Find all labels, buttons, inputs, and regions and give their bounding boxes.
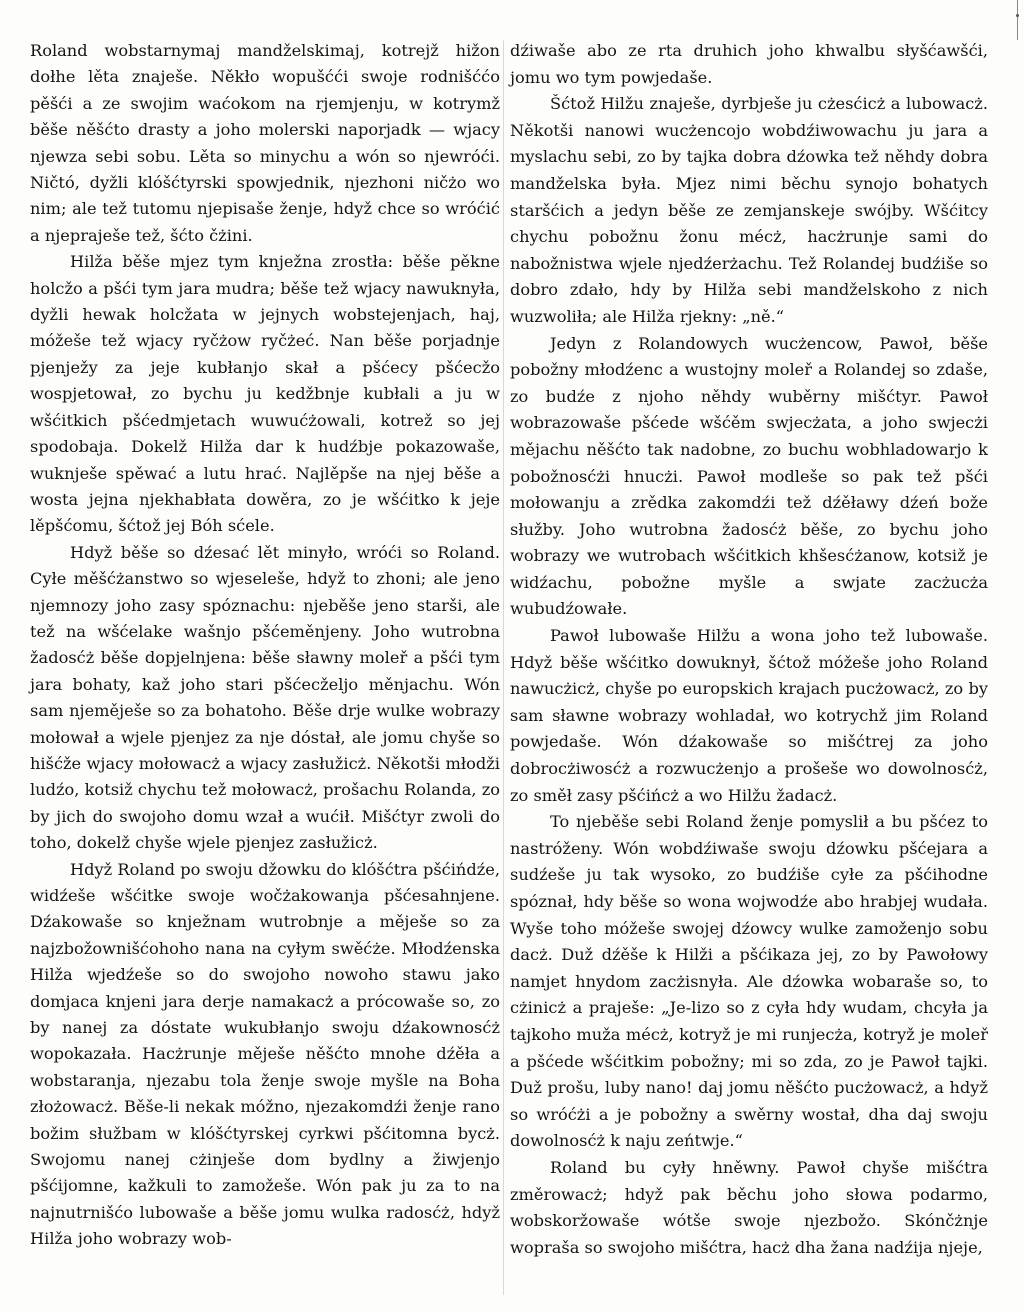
- paragraph-suitors: Šćtož Hilžu znaješe, dyrbješe ju cżesćicż a lubowacż. Někotši nanowi wucżencojo wobdźiwowachu ju jara a myslachu sebi, zo by tajka dobra dźowka tež něhdy dobra mandželska była. Mjez nimi běchu synojo bohatych staršćich a jedyn běše ze zemjanskeje swójby. Wšćitcy chychu pobožnu žonu mécż, hacżrunje sami do nabožnistwa wjele njedźerżachu. Tež Rolandej budźiše so dobro zdało, hdy by Hilža sebi mandželskoho z nich wuzwoliła; ale Hilža rjekny: „ně.“: [510, 94, 988, 326]
- paragraph-roland-departure: Roland wobstarnymaj mandželskimaj, kotrejž hižon dołhe lěta znaješe. Někło wopušćći swoje rodnišććo pěšći a ze swojim waćokom na rjemjenju, w kotrymž běše něšćto drasty a joho molerski naporjadk — wjacy njewza sebi sobu. Lěta so minychu a wón so njewróći. Ničtó, dyžli klóšćtyrski spowjednik, njezhoni ničżo wo nim; ale tež tutomu njepisaše ženje, hdyž chce so wróćić a njepraješe tež, šćto čżini.: [30, 41, 500, 245]
- left-text-column: [30, 38, 500, 1253]
- paragraph-hilza-grown: Hilža běše mjez tym knježna zrostła: běše pěkne holcžo a pšći tym jara mudra; běše tež wjacy nawuknyła, dyžli hewak holcžata w jejnych wobstejenjach, haj, móžeše tež wjacy ryčżow ryčżeć. Nan běše porjadnje pjenježy za jeje kubłanjo skał a pšćecy pšćecžo wospjetował, zo bychu ju kedžbnje kubłali a ju w wšćitkich pšćedmjetach wuwućżowali, kotrež so jej spodobaja. Dokelž Hilža dar k hudźbje pokazowaše, wuknješe spěwać a lutu hrać. Najlěpše na njej běše a wosta jejna njekhabłata dowěra, zo je wšćitko k jeje lěpšćomu, šćtož jej Bóh sćele.: [30, 252, 500, 536]
- right-text-column: [510, 38, 988, 1261]
- paragraph-continuation: dźiwaše abo ze rta druhich joho khwalbu słyšćawšći, jomu wo tym powjedaše.: [510, 41, 988, 87]
- paragraph-roland-returns: Hdyž běše so dźesać lět minyło, wróći so Roland. Cyłe měšćżanstwo so wjeseleše, hdyž to zhoni; ale jeno njemnozy joho zasy spóznachu: njeběše jeno starši, ale tež na wšćelake wašnjo pšćeměnjeny. Joho wutrobna žadosćż běše dopjelnjena: běše sławny moleř a pšći tym jara bohaty, kaž joho stari pšćecželjo měnjachu. Wón sam njeměješe so za bohatoho. Běše drje wulke wobrazy mołował a wjele pjenjez za nje dóstał, ale jomu chyše so hišćže wjacy mołowacż a wjacy zasłužicż. Někotši młodži ludźo, kotsiž chychu tež mołowacż, prošachu Rolanda, zo by jich do swojoho domu wzał a wućił. Mišćtyr zwoli do toho, dokelž chyše wjele pjenjez zasłužicż.: [30, 542, 500, 853]
- paragraph-roland-surprised: To njeběše sebi Roland ženje pomyslił a bu pšćez to nastróženy. Wón wobdźiwaše swoju dźowku pšćejara a sudźeše ju tak wysoko, zo budźiše cyłe za pšćihodne spóznał, hdy běše so wona wojwodźe abo hrabjej wudała. Wyše toho móžeše swojej dźowcy wulke zamoženjo sobu dacż. Duž dźěše k Hilži a pšćikaza jej, zo by Pawołowy namjet hnydom zacżisnyła. Ale dźowka wobaraše so, to cżinicż a praješe: „Je-lizo so z cyła hdy wudam, chcyła ja tajkoho muža mécż, kotryž je mi runjecża, kotryž je moleř a pšćede wšćitkim pobožny; mi so zda, zo je Pawoł tajki. Duž prošu, luby nano! daj jomu něšćto pucżowacż, a hdyž so wróćżi a je pobožny a swěrny wostał, dha daj swoju dowolnosćż k naju zeńtwje.“: [510, 812, 988, 1151]
- paragraph-roland-angry: Roland bu cyły hněwny. Pawoł chyše mišćtra změrowacż; hdyž pak běchu joho słowa podarmo, wobskoržowaše wótše swoje njezbožo. Skónčżnje wopraša so swojoho mišćtra, hacż dha žana nadźija njeje,: [510, 1157, 988, 1257]
- page-edge-dot: [1016, 14, 1019, 17]
- paragraph-pawol-pupil: Jedyn z Rolandowych wucżencow, Pawoł, běše pobožny młodźenc a wustojny moleř a Rolandej so zdaše, zo budźe z njoho něhdy wuběrny mišćtyr. Pawoł wobrazowaše pšćede wšćěm swjecżata, a joho swjecżi mějachu něšćto tak nadobne, zo buchu wobhladowarjo k pobožnosćżi hnucżi. Pawoł modleše so pak tež pšći mołowanju a zrědka zakomdźi tež dźěławy dźeń bože słužby. Joho wutrobna žadosćż běše, zo bychu joho wobrazy we wutrobach wšćitkich khšesćżanow, kotsiž je widźachu, pobožne myšle a swjate zacżucża wubudźowałe.: [510, 333, 988, 619]
- paragraph-roland-at-convent: Hdyž Roland po swoju džowku do klóšćtra pšćińdźe, widźeše wšćitke swoje wočżakowanja pšćesahnjene. Dźakowaše so knježnam wutrobnje a měješe so za najzbožownišćohoho nana na cyłym swěćże. Młodźenska Hilža wjedźeše so do swojoho nowoho stawu jako domjaca knjeni jara derje namakacż a prócowaše so, zo by nanej za dóstate wukubłanjo swoju dźakownosćż wopokazała. Hacżrunje měješe něšćto mnohe dźěła a wobstaranja, njezabu tola ženje swoje myšle na Boha złożowacż. Běše-li nekak móžno, njezakomdźi ženje rano božim słužbam w klóšćtyrskej cyrkwi pšćitomna bycż. Swojomu nanej cżinješe dom bydlny a žiwjenjo pšćijomne, kažkuli to zamožeše. Wón pak ju za to na najnutrnišćo lubowaše a běše jomu wulka radosćż, hdyž Hilža joho wobrazy wob-: [30, 859, 500, 1249]
- page-edge-mark: [1017, 0, 1018, 40]
- column-divider: [503, 40, 504, 1295]
- paragraph-pawol-love: Pawoł lubowaše Hilžu a wona joho tež lubowaše. Hdyž běše wšćitko dowuknył, šćtož móžeše joho Roland nawucżicż, chyše po europskich krajach pucżowacż, zo by sam sławne wobrazy wohladał, wo kotrychž jim Roland powjedaše. Wón dźakowaše so mišćtrej za joho dobrocżiwosćż a rozwucżenjo a prošeše wo dowolnosćż, zo směł zasy pšćińcż a wo Hilžu žadacż.: [510, 626, 988, 805]
